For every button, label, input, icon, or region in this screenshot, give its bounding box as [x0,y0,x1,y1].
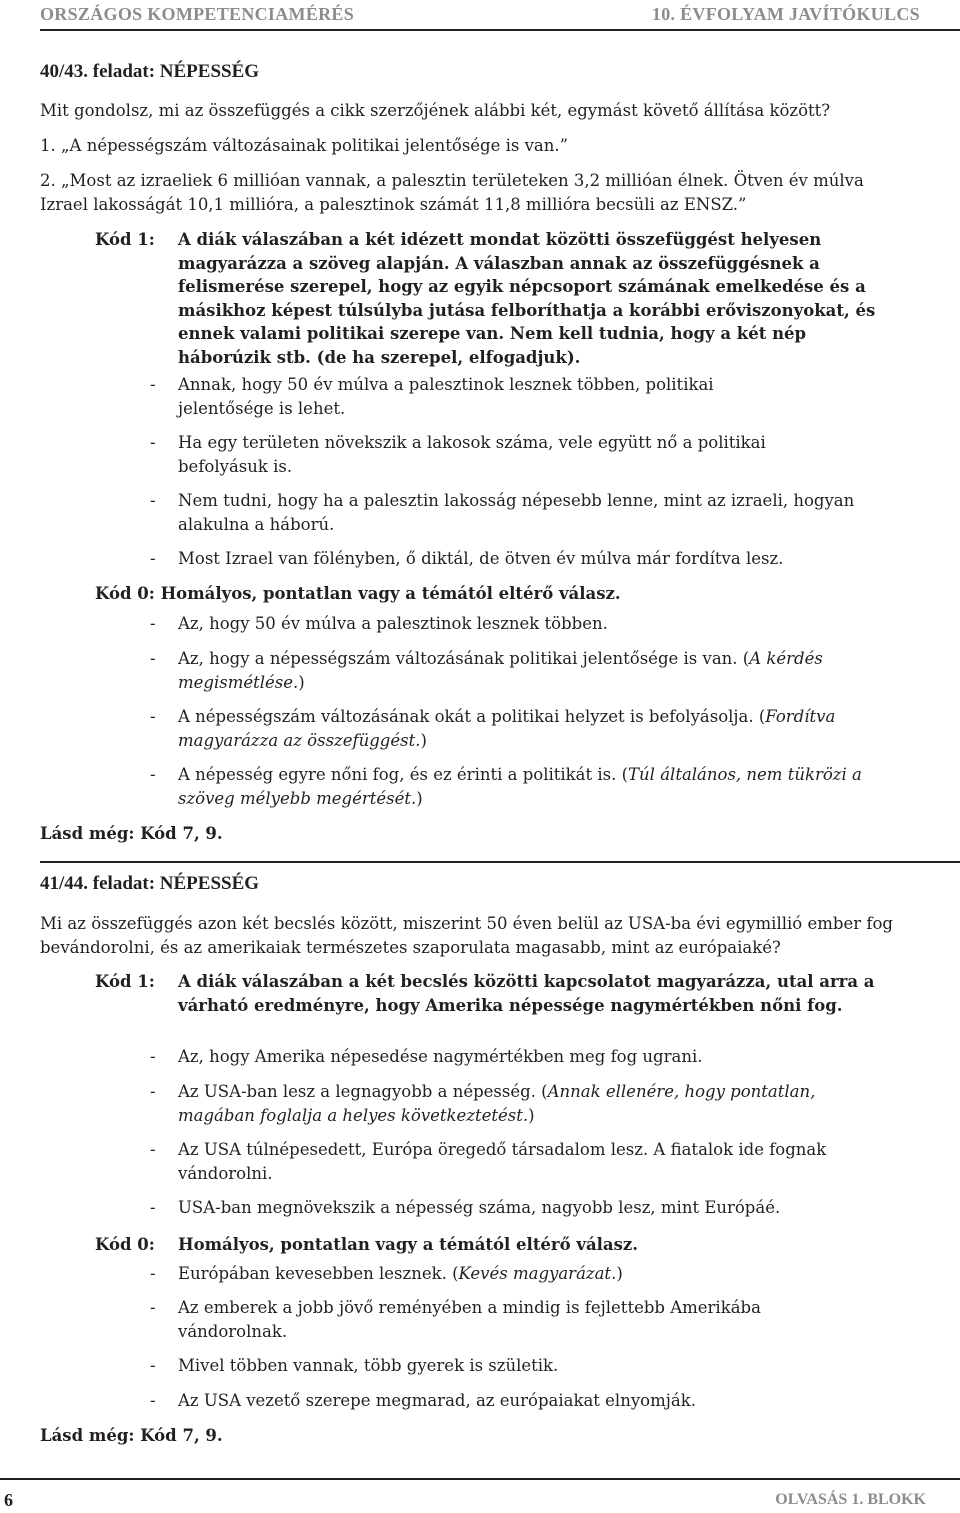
bullet-dash: - [150,765,156,784]
task1-kod0-item-3: A népességszám változásának okát a politikai helyzet is befolyásolja. (Fordítva magyarázza az összefüggést.) [178,707,836,750]
running-header-left: ORSZÁGOS KOMPETENCIAMÉRÉS [40,4,355,24]
task2-kod1-item-4: USA-ban megnövekszik a népesség száma, nagyobb lesz, mint Európáé. [178,1198,781,1217]
task1-kod1-item-4: Most Izrael van fölényben, ő diktál, de ötven év múlva már fordítva lesz. [178,549,784,568]
task1-kod0-item-4: A népesség egyre nőni fog, és ez érinti a politikát is. (Túl általános, nem tükrözi a szöveg mélyebb megértését.) [178,765,862,808]
task2-kod1-label: Kód 1: [95,972,155,991]
section-rule [40,861,960,863]
task2-kod0-label: Kód 0: [95,1235,155,1254]
task2-kod0-item-3: Mivel többen vannak, több gyerek is születik. [178,1356,559,1375]
task1-statement-1: 1. „A népességszám változásainak politikai jelentősége is van.” [40,136,569,155]
task1-title: 40/43. feladat: NÉPESSÉG [40,61,260,82]
page-number: 6 [4,1490,13,1510]
bullet-dash: - [150,614,156,633]
task1-statement-2a: 2. „Most az izraeliek 6 millióan vannak, a palesztin területeken 3,2 millióan élnek. Ötven év múlva [40,171,864,190]
bullet-dash: - [150,375,156,394]
task2-question-b: bevándorolni, és az amerikaiak természetes szaporulata magasabb, mint az európaiaké? [40,938,781,957]
task2-kod1-text: A diák válaszában a két becslés közötti kapcsolatot magyarázza, utal arra a várható eredményre, hogy Amerika népessége nagymértékben nőni fog. [178,972,875,1015]
task2-kod0-item-4: Az USA vezető szerepe megmarad, az európaiakat elnyomják. [178,1391,696,1410]
bullet-dash: - [150,1298,156,1317]
task2-title: 41/44. feladat: NÉPESSÉG [40,873,260,894]
bullet-dash: - [150,1082,156,1101]
bullet-dash: - [150,1264,156,1283]
bullet-dash: - [150,1356,156,1375]
bullet-dash: - [150,433,156,452]
task1-kod1-text: A diák válaszában a két idézett mondat közötti összefüggést helyesen magyarázza a szöveg alapján. A válaszban annak az összefüggésnek a felismerése szerepel, hogy az egyik népcsoport számának emelkedése és a másikhoz képest túlsúlyba jutása felboríthatja a korábbi erőviszonyokat, és ennek valami politikai szerepe van. Nem kell tudnia, hogy a két nép háborúzik stb. (de ha szerepel, elfogadjuk). [178,230,876,367]
task2-kod0-text: Homályos, pontatlan vagy a témától eltérő válasz. [178,1235,639,1254]
task2-see-also: Lásd még: Kód 7, 9. [40,1426,223,1445]
task2-kod1-item-2: Az USA-ban lesz a legnagyobb a népesség. (Annak ellenére, hogy pontatlan, magában foglalja a helyes következtetést.) [178,1082,816,1125]
task1-see-also: Lásd még: Kód 7, 9. [40,824,223,843]
bullet-dash: - [150,1391,156,1410]
footer-rule [0,1478,960,1480]
task2-kod0-item-1: Európában kevesebben lesznek. (Kevés magyarázat.) [178,1264,623,1283]
running-header-right: 10. ÉVFOLYAM JAVÍTÓKULCS [651,4,920,24]
bullet-dash: - [150,649,156,668]
kod0-text: Homályos, pontatlan vagy a témától eltérő válasz. [160,584,621,603]
task1-statement-2b: Izrael lakosságát 10,1 millióra, a palesztinok számát 11,8 millióra becsüli az ENSZ.” [40,195,747,214]
task1-kod1-item-3: Nem tudni, hogy ha a palesztin lakosság népesebb lenne, mint az izraeli, hogyan alakulna a háború. [178,491,855,534]
task1-question: Mit gondolsz, mi az összefüggés a cikk szerzőjének alábbi két, egymást követő állítása között? [40,101,831,120]
bullet-dash: - [150,707,156,726]
bullet-dash: - [150,1047,156,1066]
header-rule [40,29,960,31]
bullet-dash: - [150,549,156,568]
task1-kod0-item-1: Az, hogy 50 év múlva a palesztinok lesznek többen. [178,614,608,633]
task1-kod1-label: Kód 1: [95,230,155,249]
task2-kod0-item-2: Az emberek a jobb jövő reményében a mindig is fejlettebb Amerikába vándorolnak. [178,1298,761,1341]
task1-kod0-item-2: Az, hogy a népességszám változásának politikai jelentősége is van. (A kérdés megismétlése.) [178,649,823,692]
task2-kod1-item-1: Az, hogy Amerika népesedése nagymértékben meg fog ugrani. [178,1047,703,1066]
task1-kod0-label [95,582,621,606]
running-footer: OLVASÁS 1. BLOKK [775,1491,926,1508]
task1-kod1-item-1: Annak, hogy 50 év múlva a palesztinok lesznek többen, politikai jelentősége is lehet. [178,375,714,418]
kod0-label: Kód 0: [95,584,155,603]
task2-kod1-item-3: Az USA túlnépesedett, Európa öregedő társadalom lesz. A fiatalok ide fognak vándorolni. [178,1140,827,1183]
task2-question-a: Mi az összefüggés azon két becslés között, miszerint 50 éven belül az USA-ba évi egymillió ember fog [40,914,893,933]
bullet-dash: - [150,1198,156,1217]
task1-kod1-item-2: Ha egy területen növekszik a lakosok száma, vele együtt nő a politikai befolyásuk is. [178,433,766,476]
bullet-dash: - [150,491,156,510]
bullet-dash: - [150,1140,156,1159]
